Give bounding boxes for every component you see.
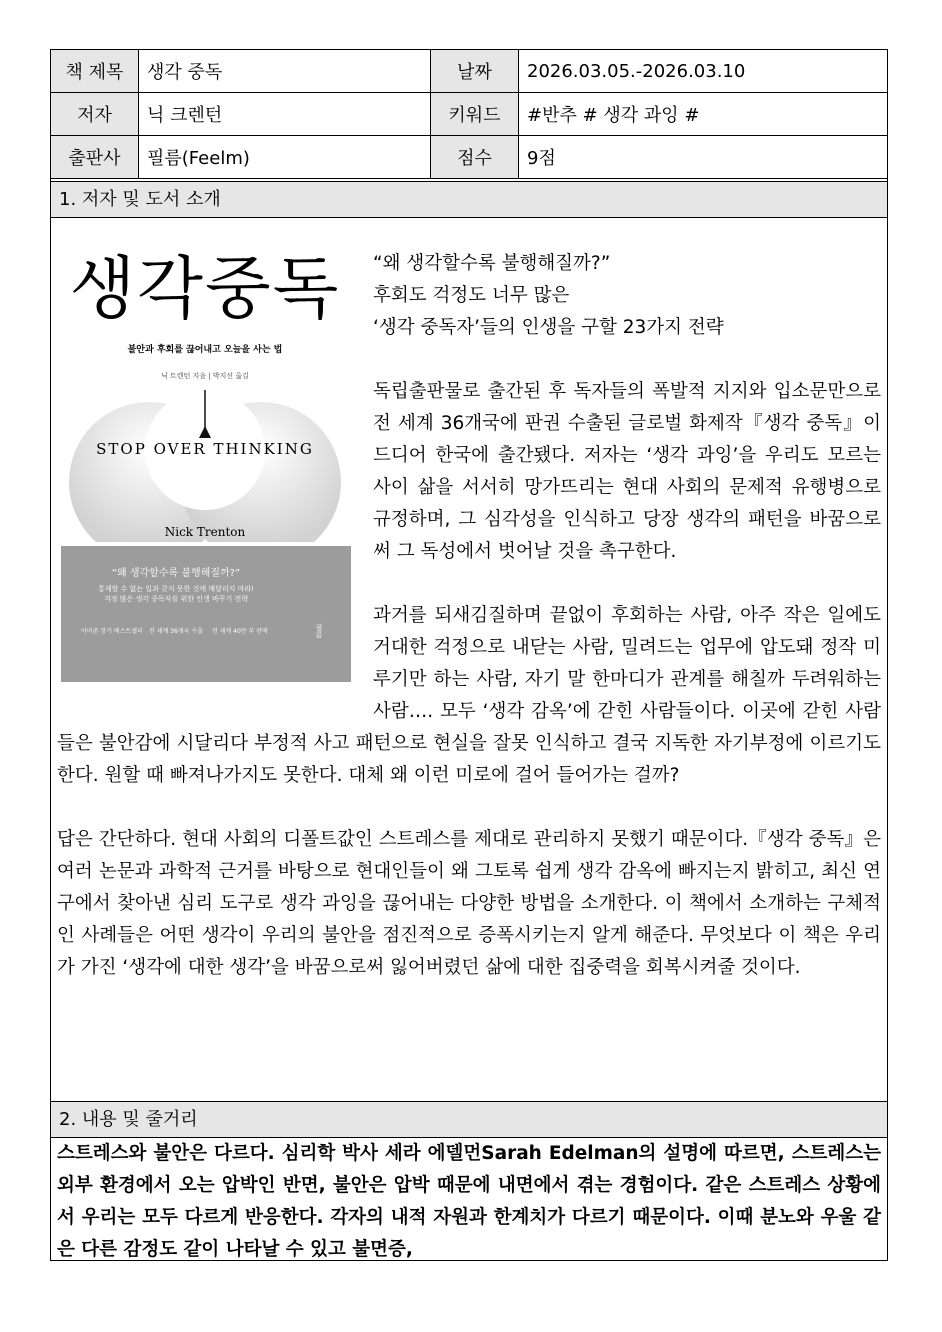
cover-band — [61, 546, 351, 682]
cover-author-en: Nick Trenton — [164, 525, 246, 539]
intro-quote-line1: “왜 생각할수록 불행해질까?” — [373, 253, 611, 274]
keyword-value: #반추 # 생각 과잉 # — [519, 93, 889, 136]
cover-band-quote: “왜 생각할수록 불행해질까?” — [111, 568, 241, 579]
cover-badge: 아마존 장기 베스트셀러 — [81, 628, 143, 635]
author-label: 저자 — [51, 93, 139, 136]
cover-subtitle: 불안과 후회를 끊어내고 오늘을 사는 법 — [127, 345, 283, 355]
book-info-table — [50, 49, 888, 179]
score-value: 9점 — [519, 136, 889, 179]
cover-badge: 전 세계 36개국 수출 — [148, 628, 203, 635]
book-report-sheet — [50, 49, 888, 1261]
section-1-body — [51, 220, 887, 1100]
info-row-author — [51, 93, 889, 136]
cover-title: 생각중독 — [69, 250, 341, 329]
cover-authors: 닉 트렌턴 지음 | 박지선 옮김 — [161, 372, 249, 380]
cover-badges — [81, 616, 311, 648]
cover-publisher-mark: 필름 — [315, 624, 323, 638]
publisher-value: 필름(Feelm) — [139, 136, 431, 179]
title-label: 책 제목 — [51, 50, 139, 93]
section-1-heading: 1. 저자 및 도서 소개 — [51, 181, 887, 218]
cover-badge: 전 세계 40만 부 판매 — [211, 628, 268, 635]
intro-quote-line3: ‘생각 중독자’들의 인생을 구할 23가지 전략 — [373, 317, 724, 338]
intro-paragraph-3: 답은 간단하다. 현대 사회의 디폴트값인 스트레스를 제대로 관리하지 못했기 때문이다.『생각 중독』은 여러 논문과 과학적 근거를 바탕으로 현대인들이 왜 그토록 쉽게 생각 감옥에 빠지는지 밝히고, 최신 연구에서 찾아낸 심리 도구로 생각 과잉을 끊어내는 다양한 방법을 소개한다. 이 책에서 소개하는 구체적인 사례들은 어떤 생각이 우리의 불안을 점진적으로 증폭시키는지 알게 해준다. 무엇보다 이 책은 우리가 가진 ‘생각에 대한 생각’을 바꿈으로써 잃어버렸던 삶에 대한 집중력을 회복시켜줄 것이다. — [57, 829, 881, 978]
intro-paragraph-1: 독립출판물로 출간된 후 독자들의 폭발적 지지와 입소문만으로 전 세계 36개국에 판권 수출된 글로벌 화제작『생각 중독』이 드디어 한국에 출간됐다. 저자는 ‘생각 과잉’을 우리도 모르는 사이 삶을 서서히 망가뜨리는 현대 사회의 문제적 유행병으로 규정하며, 그 심각성을 인식하고 당장 생각의 패턴을 바꿈으로써 그 독성에서 벗어날 것을 촉구한다. — [373, 381, 881, 562]
score-label: 점수 — [431, 136, 519, 179]
keyword-label: 키워드 — [431, 93, 519, 136]
date-label: 날짜 — [431, 50, 519, 93]
info-row-publisher — [51, 136, 889, 179]
intro-paragraph-2: 과거를 되새김질하며 끝없이 후회하는 사람, 아주 작은 일에도 거대한 걱정으로 내닫는 사람, 밀려드는 업무에 압도돼 정작 미루기만 하는 사람, 자기 말 한마디가 관계를 해칠까 두려워하는 사람…. 모두 ‘생각 감옥’에 갇힌 사람들이다. 이곳에 갇힌 사람들은 불안감에 시달리다 부정적 사고 패턴으로 현실을 잘못 인식하고 결국 지독한 자기부정에 이르기도 한다. 원할 때 빠져나가지도 못한다. 대체 왜 이런 미로에 걸어 들어가는 걸까? — [57, 605, 881, 786]
cover-blurb-line1: 통제할 수 없는 일과 갖지 못한 것에 매달리지 마라! — [98, 585, 254, 593]
cover-blurb-line2: 걱정 많은 생각 중독자를 위한 인생 바꾸기 전략 — [103, 595, 249, 603]
cover-series: STOP OVER THINKING — [96, 440, 314, 458]
info-row-title — [51, 50, 889, 93]
content-paragraph-1: 스트레스와 불안은 다르다. 심리학 박사 세라 에델먼Sarah Edelman의 설명에 따르면, 스트레스는 외부 환경에서 오는 압박인 반면, 불안은 압박 때문에 내면에서 겪는 경험이다. 같은 스트레스 상황에서 우리는 모두 다르게 반응한다. 각자의 내적 자원과 한계치가 다르기 때문이다. 이때 분노와 우울 같은 다른 감정도 같이 나타날 수 있고 불면증, — [57, 1143, 881, 1260]
author-value: 닉 크렌턴 — [139, 93, 431, 136]
date-value: 2026.03.05.-2026.03.10 — [519, 50, 889, 93]
book-cover-image — [57, 248, 353, 718]
publisher-label: 출판사 — [51, 136, 139, 179]
cover-blurb — [61, 584, 291, 604]
intro-quote-line2: 후회도 걱정도 너무 많은 — [373, 285, 570, 306]
title-value: 생각 중독 — [139, 50, 431, 93]
section-2-heading: 2. 내용 및 줄거리 — [51, 1101, 887, 1138]
section-2-body — [51, 1101, 887, 1261]
